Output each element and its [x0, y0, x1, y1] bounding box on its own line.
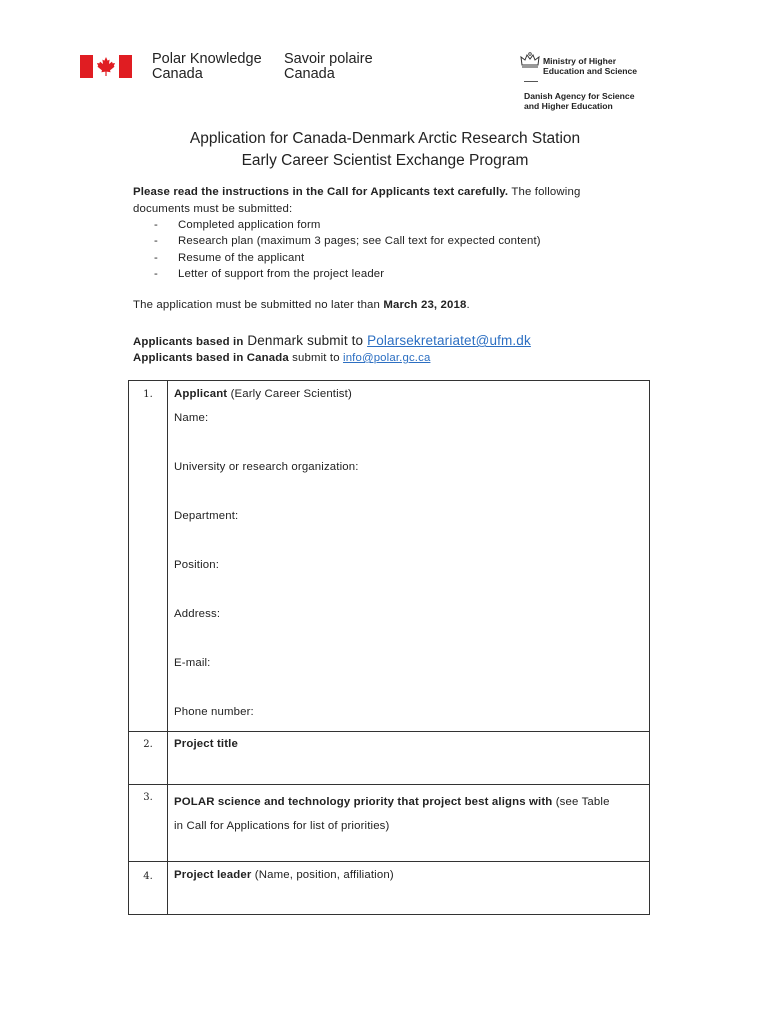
ca-text: submit to — [288, 352, 344, 364]
intro-bold: Please read the instructions in the Call for Applicants text carefully. — [133, 186, 509, 198]
row-divider — [129, 861, 649, 862]
brand-en-line1: Polar Knowledge — [152, 51, 262, 67]
page-header — [0, 0, 770, 120]
section-number-3: 3. — [143, 792, 153, 803]
ministry-line1: Ministry of Higher — [543, 56, 617, 66]
row-divider — [129, 731, 649, 732]
brand-en-line2: Canada — [152, 66, 203, 82]
email-field[interactable]: E-mail: — [174, 657, 211, 669]
column-divider — [167, 381, 168, 914]
agency-name — [524, 91, 634, 111]
phone-field[interactable]: Phone number: — [174, 706, 254, 718]
canada-flag-icon — [80, 55, 132, 78]
priority-rest: (see Table — [552, 796, 610, 808]
project-title-field[interactable] — [174, 738, 641, 750]
department-field[interactable]: Department: — [174, 510, 239, 522]
list-item: - Letter of support from the project leader — [154, 266, 541, 282]
intro-rest: The following documents must be submitted: — [133, 186, 581, 215]
canada-email-link[interactable]: info@polar.gc.ca — [343, 352, 431, 364]
deadline-end: . — [466, 299, 470, 311]
list-item: - Research plan (maximum 3 pages; see Call text for expected content) — [154, 233, 541, 249]
organization-field[interactable]: University or research organization: — [174, 461, 359, 473]
ca-bold: Applicants based in Canada — [133, 352, 289, 364]
section-number-2: 2. — [143, 739, 153, 750]
title-line2: Early Career Scientist Exchange Program — [241, 152, 529, 169]
dk-bold: Applicants based in — [133, 336, 244, 348]
crown-icon — [520, 52, 540, 68]
deadline-paragraph — [133, 297, 470, 314]
name-field[interactable]: Name: — [174, 412, 209, 424]
brand-fr-line1: Savoir polaire — [284, 51, 373, 67]
project-title-bold: Project title — [174, 738, 238, 750]
brand-english — [152, 52, 262, 82]
row-divider — [129, 784, 649, 785]
project-leader-field[interactable] — [174, 869, 641, 881]
priority-bold: POLAR science and technology priority that project best aligns with — [174, 796, 553, 808]
section-number-1: 1. — [143, 389, 153, 400]
submission-denmark — [133, 333, 531, 351]
agency-line2: and Higher Education — [524, 101, 613, 111]
title-line1: Application for Canada-Denmark Arctic Research Station — [189, 130, 581, 147]
section-number-4: 4. — [143, 871, 153, 882]
intro-paragraph — [133, 184, 633, 217]
submission-canada — [133, 350, 430, 367]
list-item: - Completed application form — [154, 217, 541, 233]
document-title — [0, 128, 770, 172]
leader-bold: Project leader — [174, 869, 252, 881]
priority-field[interactable] — [174, 790, 641, 838]
required-documents-list — [154, 217, 541, 283]
agency-divider — [524, 81, 538, 82]
list-item: - Resume of the applicant — [154, 250, 541, 266]
section-heading-applicant — [174, 388, 641, 400]
deadline-date: March 23, 2018 — [383, 299, 467, 311]
applicant-bold: Applicant — [174, 388, 228, 400]
applicant-rest: (Early Career Scientist) — [227, 388, 352, 400]
application-form-table — [128, 380, 650, 915]
agency-line1: Danish Agency for Science — [524, 91, 635, 101]
deadline-text: The application must be submitted no later than — [133, 299, 384, 311]
dk-text: Denmark submit to — [243, 333, 368, 348]
ministry-name — [543, 56, 637, 76]
ministry-line2: Education and Science — [543, 66, 638, 76]
priority-line2: in Call for Applications for list of priorities) — [174, 820, 390, 832]
leader-rest: (Name, position, affiliation) — [251, 869, 394, 881]
position-field[interactable]: Position: — [174, 559, 220, 571]
brand-fr-line2: Canada — [284, 66, 335, 82]
denmark-email-link[interactable]: Polarsekretariatet@ufm.dk — [367, 333, 531, 348]
brand-french — [284, 52, 373, 82]
address-field[interactable]: Address: — [174, 608, 221, 620]
